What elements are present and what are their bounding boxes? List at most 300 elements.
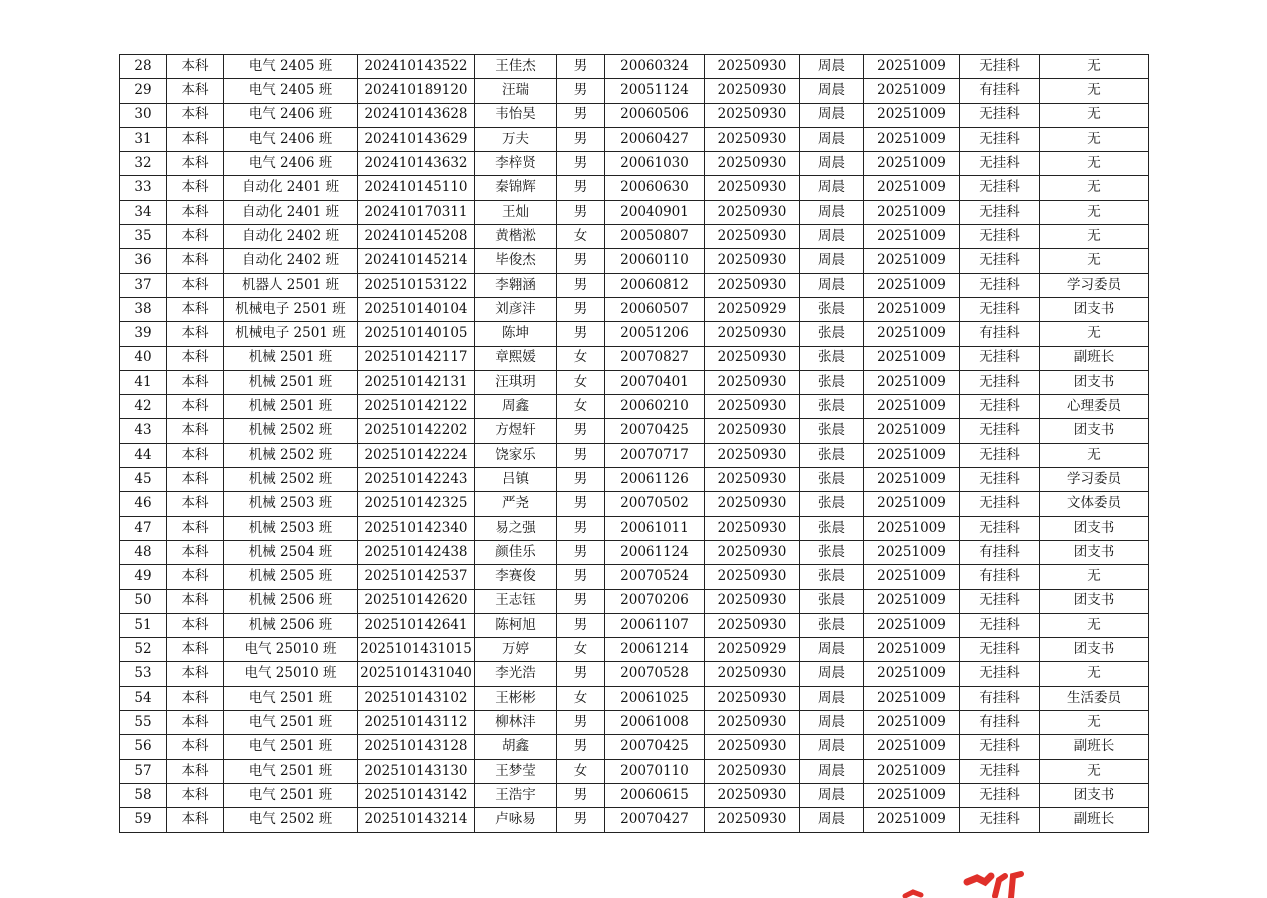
- document-page: [119, 54, 1149, 833]
- cell-index: 54: [120, 686, 167, 710]
- cell-fail-status: 无挂科: [960, 468, 1040, 492]
- cell-student-id: 202510142202: [358, 419, 475, 443]
- cell-student-id: 202510142537: [358, 565, 475, 589]
- cell-fail-status: 无挂科: [960, 783, 1040, 807]
- cell-gender: 男: [557, 443, 605, 467]
- cell-level: 本科: [167, 613, 224, 637]
- cell-date-1: 20250930: [705, 370, 800, 394]
- cell-fail-status: 有挂科: [960, 322, 1040, 346]
- cell-student-id: 202510142438: [358, 540, 475, 564]
- cell-role: 无: [1040, 152, 1149, 176]
- table-row: [120, 273, 1149, 297]
- cell-teacher: 周晨: [800, 249, 864, 273]
- cell-role: 无: [1040, 565, 1149, 589]
- cell-date-2: 20251009: [864, 152, 960, 176]
- cell-date-2: 20251009: [864, 443, 960, 467]
- cell-date-2: 20251009: [864, 492, 960, 516]
- cell-birth-date: 20070502: [605, 492, 705, 516]
- cell-name: 王志钰: [475, 589, 557, 613]
- cell-name: 易之强: [475, 516, 557, 540]
- cell-date-1: 20250930: [705, 322, 800, 346]
- cell-date-1: 20250929: [705, 638, 800, 662]
- cell-student-id: 202510143128: [358, 735, 475, 759]
- cell-date-1: 20250930: [705, 540, 800, 564]
- cell-index: 48: [120, 540, 167, 564]
- cell-class: 机械 2502 班: [224, 443, 358, 467]
- cell-index: 51: [120, 613, 167, 637]
- cell-student-id: 202510140105: [358, 322, 475, 346]
- cell-gender: 男: [557, 273, 605, 297]
- cell-date-1: 20250930: [705, 419, 800, 443]
- table-row: [120, 176, 1149, 200]
- cell-gender: 女: [557, 638, 605, 662]
- cell-date-1: 20250930: [705, 808, 800, 832]
- cell-date-2: 20251009: [864, 613, 960, 637]
- cell-fail-status: 无挂科: [960, 55, 1040, 79]
- cell-birth-date: 20061107: [605, 613, 705, 637]
- cell-gender: 男: [557, 589, 605, 613]
- table-row: [120, 395, 1149, 419]
- cell-teacher: 张晨: [800, 297, 864, 321]
- cell-index: 43: [120, 419, 167, 443]
- cell-role: 无: [1040, 103, 1149, 127]
- red-seal-stamp-fragment: [895, 868, 1035, 898]
- cell-role: 无: [1040, 200, 1149, 224]
- cell-role: 无: [1040, 79, 1149, 103]
- cell-date-1: 20250930: [705, 516, 800, 540]
- cell-class: 机械 2506 班: [224, 613, 358, 637]
- cell-class: 机械 2506 班: [224, 589, 358, 613]
- cell-gender: 男: [557, 322, 605, 346]
- cell-gender: 男: [557, 540, 605, 564]
- table-row: [120, 79, 1149, 103]
- cell-fail-status: 无挂科: [960, 127, 1040, 151]
- cell-level: 本科: [167, 516, 224, 540]
- cell-class: 电气 2501 班: [224, 783, 358, 807]
- cell-level: 本科: [167, 662, 224, 686]
- cell-name: 李翱涵: [475, 273, 557, 297]
- cell-birth-date: 20060630: [605, 176, 705, 200]
- cell-gender: 男: [557, 200, 605, 224]
- cell-birth-date: 20070528: [605, 662, 705, 686]
- cell-name: 周鑫: [475, 395, 557, 419]
- cell-birth-date: 20060812: [605, 273, 705, 297]
- cell-role: 无: [1040, 759, 1149, 783]
- cell-fail-status: 无挂科: [960, 297, 1040, 321]
- cell-class: 机械 2501 班: [224, 395, 358, 419]
- cell-date-1: 20250930: [705, 735, 800, 759]
- cell-student-id: 202510142131: [358, 370, 475, 394]
- cell-index: 47: [120, 516, 167, 540]
- cell-name: 饶家乐: [475, 443, 557, 467]
- cell-student-id: 202410145110: [358, 176, 475, 200]
- cell-date-2: 20251009: [864, 79, 960, 103]
- cell-teacher: 张晨: [800, 468, 864, 492]
- cell-level: 本科: [167, 273, 224, 297]
- cell-birth-date: 20070827: [605, 346, 705, 370]
- roster-body: [120, 55, 1149, 833]
- table-row: [120, 419, 1149, 443]
- cell-date-2: 20251009: [864, 249, 960, 273]
- cell-teacher: 周晨: [800, 176, 864, 200]
- cell-level: 本科: [167, 79, 224, 103]
- cell-class: 自动化 2401 班: [224, 176, 358, 200]
- cell-date-2: 20251009: [864, 346, 960, 370]
- cell-gender: 男: [557, 127, 605, 151]
- cell-gender: 男: [557, 468, 605, 492]
- cell-gender: 男: [557, 783, 605, 807]
- cell-date-1: 20250930: [705, 662, 800, 686]
- cell-date-1: 20250930: [705, 273, 800, 297]
- cell-fail-status: 无挂科: [960, 638, 1040, 662]
- cell-fail-status: 无挂科: [960, 200, 1040, 224]
- table-row: [120, 443, 1149, 467]
- cell-date-2: 20251009: [864, 55, 960, 79]
- cell-fail-status: 无挂科: [960, 443, 1040, 467]
- cell-index: 29: [120, 79, 167, 103]
- cell-teacher: 张晨: [800, 322, 864, 346]
- cell-teacher: 周晨: [800, 686, 864, 710]
- cell-date-2: 20251009: [864, 735, 960, 759]
- cell-teacher: 张晨: [800, 346, 864, 370]
- cell-birth-date: 20070401: [605, 370, 705, 394]
- cell-birth-date: 20061126: [605, 468, 705, 492]
- cell-gender: 男: [557, 55, 605, 79]
- cell-class: 机械电子 2501 班: [224, 322, 358, 346]
- cell-birth-date: 20051206: [605, 322, 705, 346]
- cell-date-2: 20251009: [864, 468, 960, 492]
- table-row: [120, 540, 1149, 564]
- cell-index: 44: [120, 443, 167, 467]
- cell-name: 李光浩: [475, 662, 557, 686]
- cell-birth-date: 20070110: [605, 759, 705, 783]
- table-row: [120, 200, 1149, 224]
- cell-student-id: 202510143130: [358, 759, 475, 783]
- cell-name: 章熙媛: [475, 346, 557, 370]
- cell-index: 36: [120, 249, 167, 273]
- cell-role: 副班长: [1040, 346, 1149, 370]
- cell-fail-status: 有挂科: [960, 79, 1040, 103]
- table-row: [120, 152, 1149, 176]
- cell-date-1: 20250930: [705, 711, 800, 735]
- cell-gender: 男: [557, 297, 605, 321]
- cell-birth-date: 20070717: [605, 443, 705, 467]
- cell-role: 团支书: [1040, 370, 1149, 394]
- cell-class: 电气 2405 班: [224, 55, 358, 79]
- cell-name: 卢咏易: [475, 808, 557, 832]
- cell-index: 41: [120, 370, 167, 394]
- cell-index: 42: [120, 395, 167, 419]
- table-row: [120, 468, 1149, 492]
- cell-role: 无: [1040, 322, 1149, 346]
- cell-level: 本科: [167, 297, 224, 321]
- cell-role: 无: [1040, 249, 1149, 273]
- cell-gender: 男: [557, 492, 605, 516]
- cell-fail-status: 无挂科: [960, 103, 1040, 127]
- cell-student-id: 2025101431015: [358, 638, 475, 662]
- cell-teacher: 周晨: [800, 759, 864, 783]
- cell-name: 王梦莹: [475, 759, 557, 783]
- cell-role: 学习委员: [1040, 468, 1149, 492]
- cell-gender: 男: [557, 662, 605, 686]
- cell-date-1: 20250930: [705, 79, 800, 103]
- cell-gender: 女: [557, 686, 605, 710]
- cell-name: 柳林沣: [475, 711, 557, 735]
- cell-date-1: 20250930: [705, 565, 800, 589]
- cell-role: 团支书: [1040, 297, 1149, 321]
- cell-date-1: 20250930: [705, 55, 800, 79]
- cell-date-1: 20250930: [705, 589, 800, 613]
- cell-student-id: 202510142243: [358, 468, 475, 492]
- cell-fail-status: 无挂科: [960, 662, 1040, 686]
- cell-name: 胡鑫: [475, 735, 557, 759]
- student-roster-table: [119, 54, 1149, 833]
- cell-level: 本科: [167, 152, 224, 176]
- cell-level: 本科: [167, 540, 224, 564]
- cell-class: 机械 2501 班: [224, 346, 358, 370]
- cell-class: 电气 2501 班: [224, 759, 358, 783]
- cell-birth-date: 20051124: [605, 79, 705, 103]
- cell-date-1: 20250930: [705, 783, 800, 807]
- cell-class: 电气 2406 班: [224, 127, 358, 151]
- cell-level: 本科: [167, 225, 224, 249]
- cell-date-1: 20250930: [705, 152, 800, 176]
- cell-gender: 男: [557, 516, 605, 540]
- cell-index: 52: [120, 638, 167, 662]
- cell-name: 万婷: [475, 638, 557, 662]
- cell-level: 本科: [167, 127, 224, 151]
- cell-role: 团支书: [1040, 589, 1149, 613]
- cell-teacher: 周晨: [800, 711, 864, 735]
- cell-date-2: 20251009: [864, 127, 960, 151]
- cell-date-2: 20251009: [864, 540, 960, 564]
- cell-date-2: 20251009: [864, 103, 960, 127]
- cell-gender: 男: [557, 565, 605, 589]
- cell-level: 本科: [167, 419, 224, 443]
- cell-level: 本科: [167, 589, 224, 613]
- table-row: [120, 249, 1149, 273]
- cell-class: 电气 2405 班: [224, 79, 358, 103]
- cell-fail-status: 无挂科: [960, 249, 1040, 273]
- cell-date-1: 20250930: [705, 176, 800, 200]
- cell-teacher: 张晨: [800, 516, 864, 540]
- cell-role: 无: [1040, 613, 1149, 637]
- cell-date-2: 20251009: [864, 273, 960, 297]
- table-row: [120, 783, 1149, 807]
- cell-class: 电气 2406 班: [224, 152, 358, 176]
- cell-fail-status: 无挂科: [960, 759, 1040, 783]
- cell-teacher: 周晨: [800, 735, 864, 759]
- cell-birth-date: 20061030: [605, 152, 705, 176]
- cell-date-2: 20251009: [864, 516, 960, 540]
- cell-index: 56: [120, 735, 167, 759]
- cell-role: 生活委员: [1040, 686, 1149, 710]
- cell-class: 电气 2501 班: [224, 735, 358, 759]
- cell-student-id: 202510140104: [358, 297, 475, 321]
- cell-student-id: 202410170311: [358, 200, 475, 224]
- cell-date-1: 20250930: [705, 249, 800, 273]
- cell-teacher: 张晨: [800, 492, 864, 516]
- cell-birth-date: 20050807: [605, 225, 705, 249]
- table-row: [120, 711, 1149, 735]
- cell-class: 自动化 2402 班: [224, 249, 358, 273]
- cell-date-1: 20250930: [705, 492, 800, 516]
- cell-birth-date: 20060615: [605, 783, 705, 807]
- cell-birth-date: 20060427: [605, 127, 705, 151]
- cell-class: 电气 2502 班: [224, 808, 358, 832]
- cell-level: 本科: [167, 638, 224, 662]
- cell-class: 电气 25010 班: [224, 638, 358, 662]
- cell-index: 46: [120, 492, 167, 516]
- cell-teacher: 周晨: [800, 783, 864, 807]
- cell-date-1: 20250930: [705, 443, 800, 467]
- cell-gender: 女: [557, 346, 605, 370]
- cell-name: 严尧: [475, 492, 557, 516]
- cell-date-2: 20251009: [864, 711, 960, 735]
- cell-class: 自动化 2401 班: [224, 200, 358, 224]
- cell-level: 本科: [167, 735, 224, 759]
- cell-date-2: 20251009: [864, 419, 960, 443]
- cell-fail-status: 有挂科: [960, 711, 1040, 735]
- cell-date-2: 20251009: [864, 322, 960, 346]
- cell-level: 本科: [167, 759, 224, 783]
- cell-fail-status: 有挂科: [960, 686, 1040, 710]
- cell-index: 28: [120, 55, 167, 79]
- cell-date-2: 20251009: [864, 686, 960, 710]
- cell-student-id: 202510142620: [358, 589, 475, 613]
- cell-date-2: 20251009: [864, 808, 960, 832]
- table-row: [120, 322, 1149, 346]
- table-row: [120, 370, 1149, 394]
- cell-gender: 男: [557, 103, 605, 127]
- cell-fail-status: 有挂科: [960, 565, 1040, 589]
- cell-class: 机械电子 2501 班: [224, 297, 358, 321]
- cell-teacher: 张晨: [800, 565, 864, 589]
- cell-name: 陈柯旭: [475, 613, 557, 637]
- cell-gender: 男: [557, 808, 605, 832]
- cell-student-id: 202410143629: [358, 127, 475, 151]
- cell-teacher: 周晨: [800, 103, 864, 127]
- cell-level: 本科: [167, 565, 224, 589]
- cell-index: 50: [120, 589, 167, 613]
- cell-index: 32: [120, 152, 167, 176]
- cell-name: 汪瑞: [475, 79, 557, 103]
- cell-index: 40: [120, 346, 167, 370]
- cell-index: 31: [120, 127, 167, 151]
- cell-name: 韦怡昊: [475, 103, 557, 127]
- cell-gender: 男: [557, 711, 605, 735]
- cell-role: 无: [1040, 662, 1149, 686]
- table-row: [120, 735, 1149, 759]
- cell-class: 机械 2503 班: [224, 492, 358, 516]
- cell-date-1: 20250930: [705, 395, 800, 419]
- cell-date-1: 20250930: [705, 103, 800, 127]
- cell-index: 58: [120, 783, 167, 807]
- cell-teacher: 周晨: [800, 638, 864, 662]
- cell-role: 团支书: [1040, 419, 1149, 443]
- cell-teacher: 周晨: [800, 127, 864, 151]
- table-row: [120, 492, 1149, 516]
- cell-date-1: 20250930: [705, 613, 800, 637]
- cell-name: 秦锦辉: [475, 176, 557, 200]
- cell-fail-status: 无挂科: [960, 346, 1040, 370]
- cell-teacher: 张晨: [800, 419, 864, 443]
- cell-date-1: 20250930: [705, 225, 800, 249]
- cell-date-2: 20251009: [864, 638, 960, 662]
- cell-level: 本科: [167, 200, 224, 224]
- cell-class: 机械 2502 班: [224, 468, 358, 492]
- cell-fail-status: 无挂科: [960, 152, 1040, 176]
- cell-teacher: 张晨: [800, 540, 864, 564]
- cell-birth-date: 20060507: [605, 297, 705, 321]
- cell-birth-date: 20070425: [605, 419, 705, 443]
- cell-fail-status: 无挂科: [960, 735, 1040, 759]
- cell-gender: 女: [557, 759, 605, 783]
- cell-birth-date: 20061214: [605, 638, 705, 662]
- cell-date-2: 20251009: [864, 395, 960, 419]
- cell-fail-status: 无挂科: [960, 395, 1040, 419]
- cell-fail-status: 无挂科: [960, 225, 1040, 249]
- cell-index: 34: [120, 200, 167, 224]
- cell-level: 本科: [167, 249, 224, 273]
- cell-student-id: 202510153122: [358, 273, 475, 297]
- cell-teacher: 张晨: [800, 395, 864, 419]
- cell-student-id: 2025101431040: [358, 662, 475, 686]
- cell-date-1: 20250929: [705, 297, 800, 321]
- cell-name: 颜佳乐: [475, 540, 557, 564]
- cell-role: 心理委员: [1040, 395, 1149, 419]
- cell-gender: 女: [557, 225, 605, 249]
- cell-date-2: 20251009: [864, 200, 960, 224]
- cell-class: 电气 2501 班: [224, 686, 358, 710]
- cell-date-2: 20251009: [864, 589, 960, 613]
- cell-gender: 男: [557, 735, 605, 759]
- cell-fail-status: 无挂科: [960, 808, 1040, 832]
- cell-fail-status: 无挂科: [960, 273, 1040, 297]
- cell-role: 副班长: [1040, 735, 1149, 759]
- cell-birth-date: 20060210: [605, 395, 705, 419]
- cell-role: 无: [1040, 127, 1149, 151]
- cell-name: 王灿: [475, 200, 557, 224]
- cell-index: 35: [120, 225, 167, 249]
- cell-birth-date: 20070206: [605, 589, 705, 613]
- table-row: [120, 103, 1149, 127]
- cell-class: 电气 2501 班: [224, 711, 358, 735]
- cell-index: 39: [120, 322, 167, 346]
- cell-fail-status: 无挂科: [960, 589, 1040, 613]
- cell-date-1: 20250930: [705, 127, 800, 151]
- cell-name: 李梓贤: [475, 152, 557, 176]
- cell-role: 无: [1040, 711, 1149, 735]
- cell-date-1: 20250930: [705, 468, 800, 492]
- cell-level: 本科: [167, 370, 224, 394]
- table-row: [120, 808, 1149, 832]
- cell-student-id: 202510142117: [358, 346, 475, 370]
- cell-level: 本科: [167, 468, 224, 492]
- cell-class: 机械 2503 班: [224, 516, 358, 540]
- cell-student-id: 202410143632: [358, 152, 475, 176]
- cell-index: 30: [120, 103, 167, 127]
- cell-date-2: 20251009: [864, 783, 960, 807]
- cell-name: 李赛俊: [475, 565, 557, 589]
- cell-level: 本科: [167, 55, 224, 79]
- cell-birth-date: 20060110: [605, 249, 705, 273]
- cell-teacher: 周晨: [800, 225, 864, 249]
- cell-teacher: 周晨: [800, 152, 864, 176]
- cell-student-id: 202510143102: [358, 686, 475, 710]
- cell-fail-status: 有挂科: [960, 540, 1040, 564]
- cell-date-1: 20250930: [705, 759, 800, 783]
